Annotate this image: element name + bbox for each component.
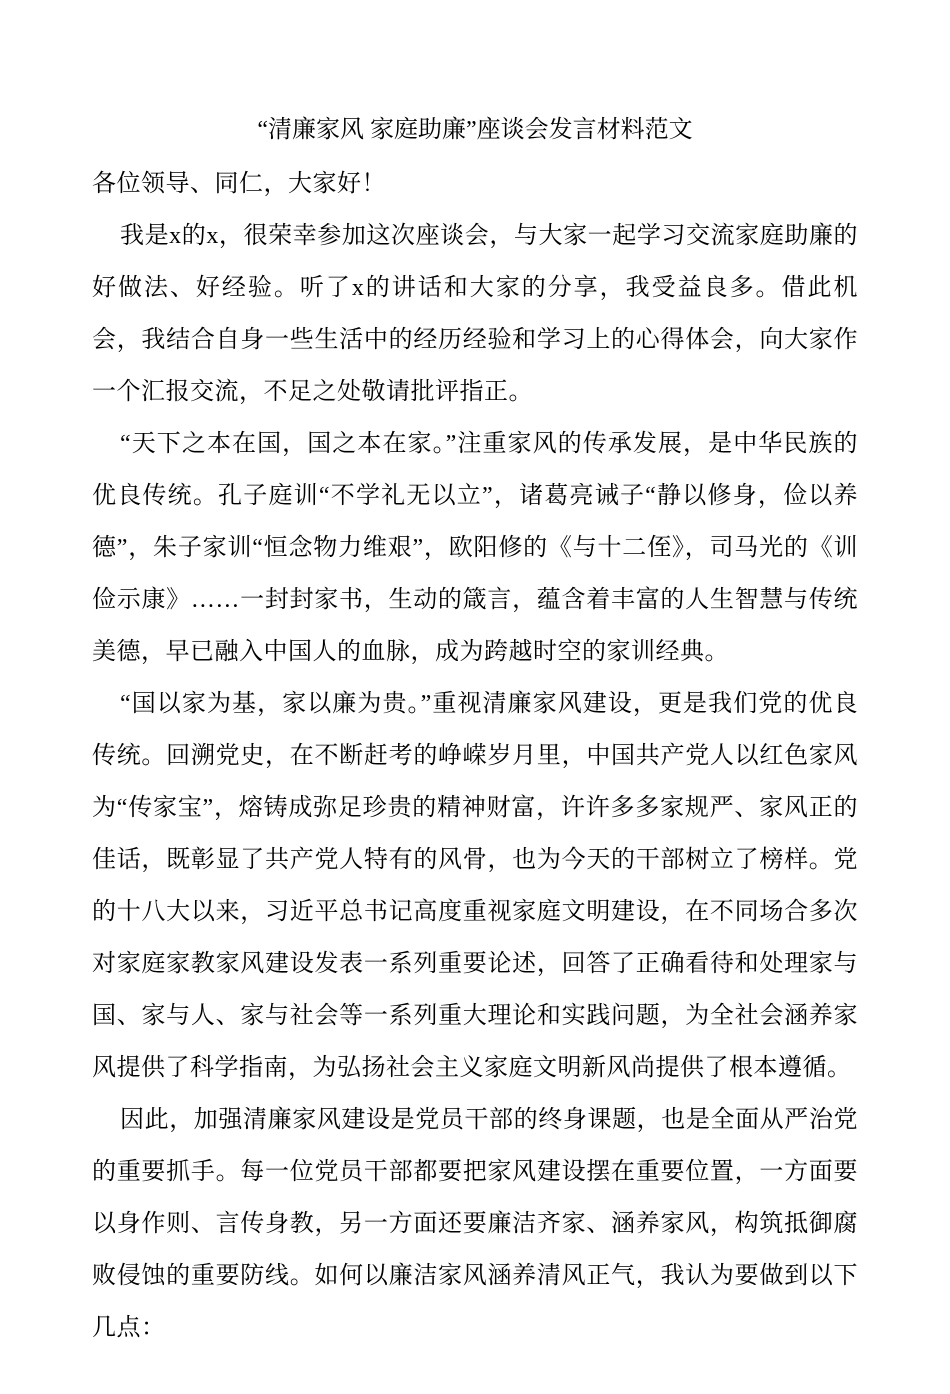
document-title: “清廉家风 家庭助廉”座谈会发言材料范文 (257, 117, 693, 143)
family-tradition-paragraph: “天下之本在国，国之本在家。”注重家风的传承发展，是中华民族的优良传统。孔子庭训“不学礼无以立”，诸葛亮诫子“静以修身，俭以养德”，朱子家训“恒念物力维艰”，欧阳修的《与十二侄》，司马光的《训俭示康》……一封封家书，生动的箴言，蕴含着丰富的人生智慧与传统美德，早已融入中国人的血脉，成为跨越时空的家训经典。 (92, 431, 858, 665)
intro-paragraph: 我是x的x，很荣幸参加这次座谈会，与大家一起学习交流家庭助廉的好做法、好经验。听了x的讲话和大家的分享，我受益良多。借此机会，我结合自身一些生活中的经历经验和学习上的心得体会，向大家作一个汇报交流，不足之处敬请批评指正。 (92, 223, 858, 405)
conclusion-lead-paragraph: 因此，加强清廉家风建设是党员干部的终身课题，也是全面从严治党的重要抓手。每一位党员干部都要把家风建设摆在重要位置，一方面要以身作则、言传身教，另一方面还要廉洁齐家、涵养家风，构筑抵御腐败侵蚀的重要防线。如何以廉洁家风涵养清风正气，我认为要做到以下几点： (92, 1107, 858, 1341)
party-tradition-paragraph: “国以家为基，家以廉为贵。”重视清廉家风建设，更是我们党的优良传统。回溯党史，在不断赶考的峥嵘岁月里，中国共产党人以红色家风为“传家宝”，熔铸成弥足珍贵的精神财富，许许多多家规严、家风正的佳话，既彰显了共产党人特有的风骨，也为今天的干部树立了榜样。党的十八大以来，习近平总书记高度重视家庭文明建设，在不同场合多次对家庭家教家风建设发表一系列重要论述，回答了正确看待和处理家与国、家与人、家与社会等一系列重大理论和实践问题，为全社会涵养家风提供了科学指南，为弘扬社会主义家庭文明新风尚提供了根本遵循。 (92, 691, 858, 1081)
greeting-paragraph: 各位领导、同仁，大家好！ (92, 171, 386, 197)
